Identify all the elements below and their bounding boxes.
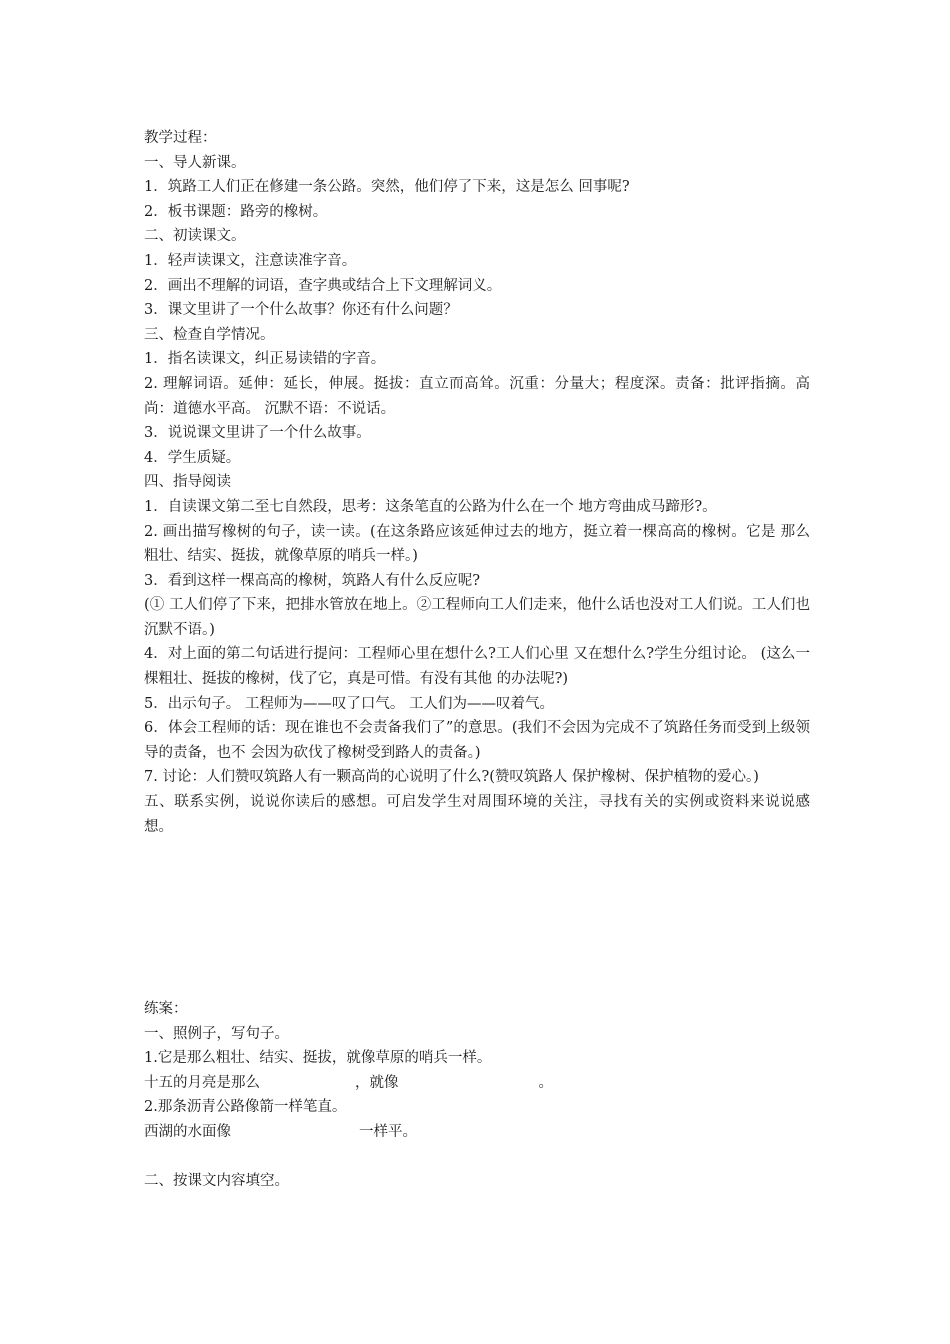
process-line: (① 工人们停了下来，把排水管放在地上。②工程师向工人们走来，他什么话也没对工人们说。工人们也沉默不语。) (144, 597, 810, 638)
fill1-text-b: ，就像 (355, 1074, 399, 1091)
exercise-part1-title: 一、照例子，写句子。 (144, 1025, 289, 1042)
process-line: 7. 讨论：人们赞叹筑路人有一颗高尚的心说明了什么?(赞叹筑路人 保护橡树、保护植物的爱心。) (144, 769, 759, 786)
exercise-part2-title: 二、按课文内容填空。 (144, 1173, 289, 1190)
fill-in-sentence-1 (144, 1071, 810, 1096)
process-line: 3．看到这样一棵高高的橡树，筑路人有什么反应呢? (144, 572, 480, 589)
process-line: 1．指名读课文，纠正易读错的字音。 (144, 351, 386, 368)
process-line: 4．对上面的第二句话进行提问：工程师心里在想什么?工人们心里 又在想什么?学生分组讨论。 (这么一棵粗壮、挺拔的橡树，伐了它，真是可惜。有没有其他 的办法呢?) (144, 646, 810, 688)
process-line: 三、检查自学情况。 (144, 326, 275, 343)
process-line: 3．课文里讲了一个什么故事？你还有什么问题？ (144, 302, 458, 319)
process-line: 1．自读课文第二至七自然段，思考：这条笔直的公路为什么在一个 地方弯曲成马蹄形?。 (144, 498, 717, 515)
teaching-process-heading: 教学过程： (144, 130, 217, 146)
fill-in-sentence-2 (144, 1120, 810, 1145)
example-sentence-2: 2.那条沥青公路像箭一样笔直。 (144, 1099, 347, 1116)
process-line: 2．画出不理解的词语，查字典或结合上下文理解词义。 (144, 277, 502, 294)
process-line: 2. 理解词语。延伸：延长，伸展。挺拔：直立而高耸。沉重：分量大；程度深。责备：批评指摘。高尚：道德水平高。 沉默不语：不说话。 (144, 375, 810, 417)
process-line: 6．体会工程师的话：现在谁也不会责备我们了”的意思。(我们不会因为完成不了筑路任务而受到上级领导的责备，也不 会因为砍伐了橡树受到路人的责备。) (144, 720, 810, 761)
process-line: 1．轻声读课文，注意读准字音。 (144, 252, 357, 269)
process-line: 一、导人新课。 (144, 154, 246, 171)
fill2-text-a: 西湖的水面像 (144, 1123, 231, 1140)
spacer (144, 1145, 810, 1170)
process-line: 二、初读课文。 (144, 228, 246, 245)
process-line: 2. 画出描写橡树的句子，读一读。(在这条路应该延伸过去的地方，挺立着一棵高高的橡树。它是 那么粗壮、结实、挺拔，就像草原的哨兵一样。) (144, 523, 810, 565)
process-line: 2．板书课题：路旁的橡树。 (144, 203, 328, 220)
example-sentence-1: 1.它是那么粗壮、结实、挺拔，就像草原的哨兵一样。 (144, 1050, 492, 1067)
exercise-heading: 练案： (144, 1001, 188, 1017)
fill1-text-c: 。 (538, 1074, 553, 1091)
process-line: 四、指导阅读 (144, 474, 231, 491)
teaching-process-section (144, 126, 810, 839)
process-line: 4．学生质疑。 (144, 449, 241, 466)
process-line: 5．出示句子。 工程师为——叹了口气。 工人们为——叹着气。 (144, 695, 554, 712)
exercise-section (144, 997, 810, 1194)
process-line: 3．说说课文里讲了一个什么故事。 (144, 425, 371, 442)
fill1-text-a: 十五的月亮是那么 (144, 1074, 260, 1091)
fill2-text-b: 一样平。 (359, 1123, 417, 1140)
process-line: 1．筑路工人们正在修建一条公路。突然，他们停了下来，这是怎么 回事呢? (144, 179, 630, 196)
process-line: 五、联系实例，说说你读后的感想。可启发学生对周围环境的关注，寻找有关的实例或资料来说说感想。 (144, 794, 810, 835)
